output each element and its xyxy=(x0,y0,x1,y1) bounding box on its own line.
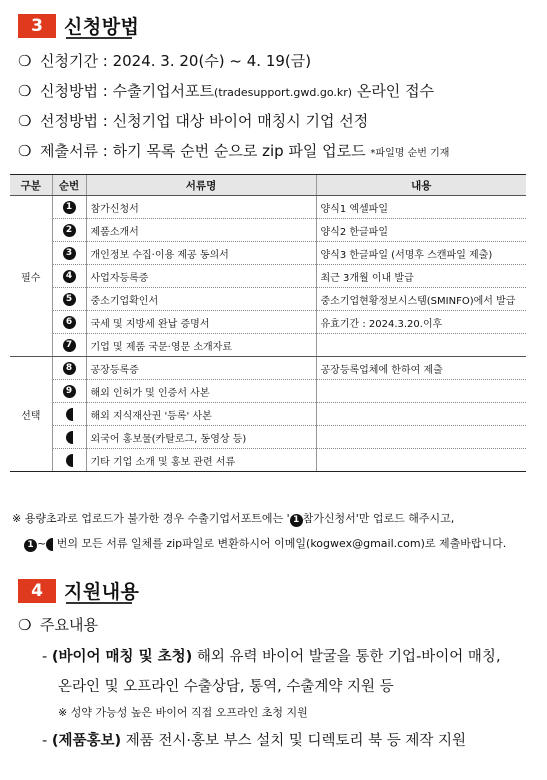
bullet-value: 신청기업 대상 바이어 매칭시 기업 선정 xyxy=(112,112,369,130)
number-badge: 4 xyxy=(63,270,76,283)
table-row xyxy=(10,265,526,288)
number-badge-clipped-icon xyxy=(46,538,53,551)
doc-content xyxy=(316,334,526,357)
bullet-selection xyxy=(18,110,368,131)
section-4-header xyxy=(18,577,139,604)
bullet-label: 주요내용 xyxy=(40,616,98,634)
number-badge: 5 xyxy=(63,293,76,306)
circle-bullet-icon: ❍ xyxy=(18,142,32,160)
doc-content: 중소기업현황정보시스템(SMINFO)에서 발급 xyxy=(316,288,526,311)
bullet-period xyxy=(18,50,311,71)
note-email xyxy=(24,535,506,552)
colon: : xyxy=(102,82,108,100)
doc-name: 제품소개서 xyxy=(86,219,316,242)
doc-name: 해외 지식재산권 '등록' 사본 xyxy=(86,403,316,426)
bullet-documents xyxy=(18,140,449,161)
doc-name: 외국어 홍보물(카탈로그, 동영상 등) xyxy=(86,426,316,449)
table-row xyxy=(10,311,526,334)
table-row xyxy=(10,403,526,426)
support-item-buyer-line2: 온라인 및 오프라인 수출상담, 통역, 수출계약 지원 등 xyxy=(58,679,394,695)
dash: - xyxy=(42,733,48,749)
doc-content xyxy=(316,449,526,472)
number-badge-clipped-icon xyxy=(66,408,73,421)
bullet-note: *파일명 순번 기재 xyxy=(370,148,450,159)
number-badge: 1 xyxy=(24,539,37,552)
number-badge: 1 xyxy=(63,201,76,214)
section-number: 3 xyxy=(18,14,56,38)
table-row xyxy=(10,196,526,219)
support-item-buyer xyxy=(42,645,501,666)
section-number: 4 xyxy=(18,579,56,603)
bullet-main-content xyxy=(18,614,98,635)
doc-content: 공장등록업체에 한하여 제출 xyxy=(316,357,526,380)
number-badge: 9 xyxy=(63,385,76,398)
table-row xyxy=(10,288,526,311)
circle-bullet-icon: ❍ xyxy=(18,82,32,100)
number-badge-clipped-icon xyxy=(66,431,73,444)
number-badge: 7 xyxy=(63,339,76,352)
header-no: 순번 xyxy=(52,175,86,196)
doc-content: 양식1 엑셀파일 xyxy=(316,196,526,219)
range-sep: ~ xyxy=(37,537,47,550)
table-header-row xyxy=(10,175,526,196)
number-badge: 3 xyxy=(63,247,76,260)
number-badge: 1 xyxy=(290,514,303,527)
table-row xyxy=(10,357,526,380)
bullet-label: 신청기간 xyxy=(40,52,98,70)
doc-content: 양식3 한글파일 (서명후 스캔파일 제출) xyxy=(316,242,526,265)
doc-name: 해외 인허가 및 인증서 사본 xyxy=(86,380,316,403)
bullet-label: 제출서류 xyxy=(40,142,98,160)
doc-content: 최근 3개월 이내 발급 xyxy=(316,265,526,288)
doc-content xyxy=(316,426,526,449)
note-doc: 참가신청서 xyxy=(302,512,356,525)
number-badge: 6 xyxy=(63,316,76,329)
header-content: 내용 xyxy=(316,175,526,196)
note-upload-limit xyxy=(12,510,454,527)
site-url: (tradesupport.gwd.go.kr) xyxy=(214,86,353,99)
note-text: ※ 용량초과로 업로드가 불가한 경우 수출기업서포트에는 ' xyxy=(12,512,290,525)
doc-name: 공장등록증 xyxy=(86,357,316,380)
table-row xyxy=(10,426,526,449)
bullet-value: 하기 목록 순번 순으로 zip 파일 업로드 xyxy=(112,142,366,160)
item-title: (바이어 매칭 및 초청) xyxy=(51,649,193,665)
doc-name: 중소기업확인서 xyxy=(86,288,316,311)
table-row xyxy=(10,242,526,265)
doc-content: 유효기간 : 2024.3.20.이후 xyxy=(316,311,526,334)
support-item-promo xyxy=(42,729,466,750)
doc-name: 참가신청서 xyxy=(86,196,316,219)
colon: : xyxy=(102,142,108,160)
bullet-method xyxy=(18,80,434,101)
doc-name: 국세 및 지방세 완납 증명서 xyxy=(86,311,316,334)
circle-bullet-icon: ❍ xyxy=(18,112,32,130)
group-optional: 선택 xyxy=(10,357,52,472)
bullet-value: 수출기업서포트 xyxy=(112,82,215,100)
item-text: 해외 유력 바이어 발굴을 통한 기업-바이어 매칭, xyxy=(196,649,501,665)
number-badge: 8 xyxy=(63,362,76,375)
section-underline xyxy=(66,602,132,604)
doc-content xyxy=(316,380,526,403)
doc-name: 기업 및 제품 국문·영문 소개자료 xyxy=(86,334,316,357)
circle-bullet-icon: ❍ xyxy=(18,616,32,634)
section-underline xyxy=(66,37,132,39)
header-group: 구분 xyxy=(10,175,52,196)
table-row xyxy=(10,380,526,403)
doc-content xyxy=(316,403,526,426)
circle-bullet-icon: ❍ xyxy=(18,52,32,70)
doc-name: 사업자등록증 xyxy=(86,265,316,288)
bullet-label: 선정방법 xyxy=(40,112,98,130)
table-row xyxy=(10,449,526,472)
doc-content: 양식2 한글파일 xyxy=(316,219,526,242)
documents-table xyxy=(10,174,526,472)
bullet-label: 신청방법 xyxy=(40,82,98,100)
doc-name: 기타 기업 소개 및 홍보 관련 서류 xyxy=(86,449,316,472)
bullet-value: 2024. 3. 20(수) ~ 4. 19(금) xyxy=(112,52,312,70)
section-3-header xyxy=(18,12,139,39)
item-title: (제품홍보) xyxy=(51,733,122,749)
dash: - xyxy=(42,649,48,665)
colon: : xyxy=(102,112,108,130)
support-item-buyer-note: ※ 성약 가능성 높은 바이어 직접 오프라인 초청 지원 xyxy=(58,706,308,719)
section-title: 신청방법 xyxy=(64,16,140,38)
header-doc: 서류명 xyxy=(86,175,316,196)
doc-name: 개인정보 수집·이용 제공 동의서 xyxy=(86,242,316,265)
bullet-value-tail: 온라인 접수 xyxy=(356,82,435,100)
item-text: 제품 전시·홍보 부스 설치 및 디렉토리 북 등 제작 지원 xyxy=(125,733,466,749)
colon: : xyxy=(102,52,108,70)
section-title: 지원내용 xyxy=(64,581,140,603)
note-text: '만 업로드 해주시고, xyxy=(355,512,455,525)
number-badge: 2 xyxy=(63,224,76,237)
table-row xyxy=(10,219,526,242)
number-badge-clipped-icon xyxy=(66,454,73,467)
note-text: 번의 모든 서류 일체를 zip파일로 변환하시어 이메일(kogwex@gmail.com)로 제출바랍니다. xyxy=(56,537,507,550)
table-row xyxy=(10,334,526,357)
group-required: 필수 xyxy=(10,196,52,357)
